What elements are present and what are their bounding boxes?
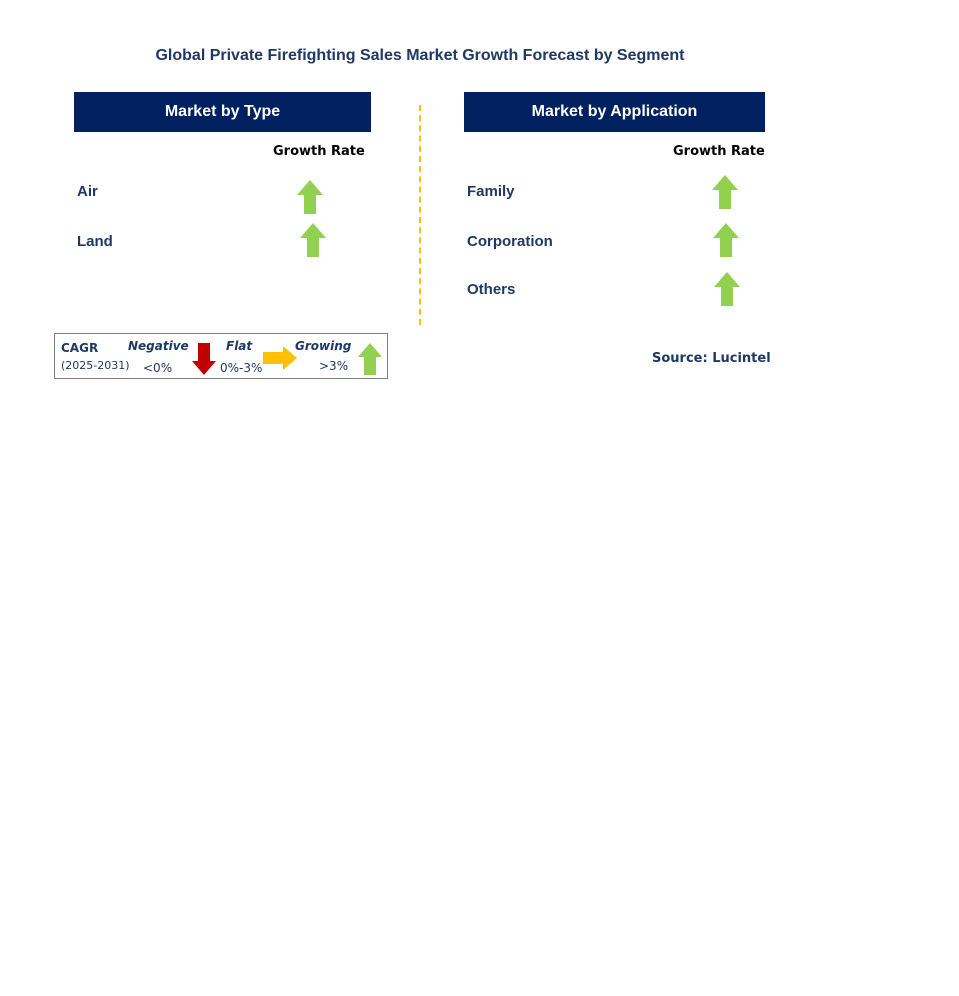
legend-growing-range: >3% <box>319 359 349 373</box>
panel-divider <box>419 105 421 325</box>
legend-flat-range: 0%-3% <box>220 361 263 375</box>
market-by-application-header <box>464 92 765 132</box>
chart-title: Global Private Firefighting Sales Market Growth Forecast by Segment <box>155 47 685 64</box>
source-label: Source: Lucintel <box>652 351 771 366</box>
legend-growing-label: Growing <box>295 339 352 353</box>
right-arrow-icon <box>263 346 297 370</box>
legend-negative-range: <0% <box>143 361 173 375</box>
up-arrow-icon <box>714 272 740 306</box>
application-row-others: Others <box>467 281 516 298</box>
type-row-air: Air <box>77 183 98 200</box>
cagr-legend <box>54 333 388 379</box>
legend-negative-label: Negative <box>128 339 189 353</box>
market-by-application-label: Market by Application <box>531 103 698 120</box>
up-arrow-icon <box>358 343 382 375</box>
up-arrow-icon <box>300 223 326 257</box>
market-by-type-label: Market by Type <box>164 103 281 120</box>
up-arrow-icon <box>297 180 323 214</box>
application-growth-rate-label: Growth Rate <box>673 144 765 159</box>
up-arrow-icon <box>712 175 738 209</box>
application-row-family: Family <box>467 183 515 200</box>
legend-cagr-label: CAGR <box>61 341 99 355</box>
market-by-type-header <box>74 92 371 132</box>
type-row-land: Land <box>77 233 113 250</box>
down-arrow-icon <box>192 343 216 375</box>
type-growth-rate-label: Growth Rate <box>273 144 365 159</box>
legend-period-label: (2025-2031) <box>61 359 130 372</box>
up-arrow-icon <box>713 223 739 257</box>
legend-flat-label: Flat <box>226 339 253 353</box>
application-row-corporation: Corporation <box>467 233 553 250</box>
